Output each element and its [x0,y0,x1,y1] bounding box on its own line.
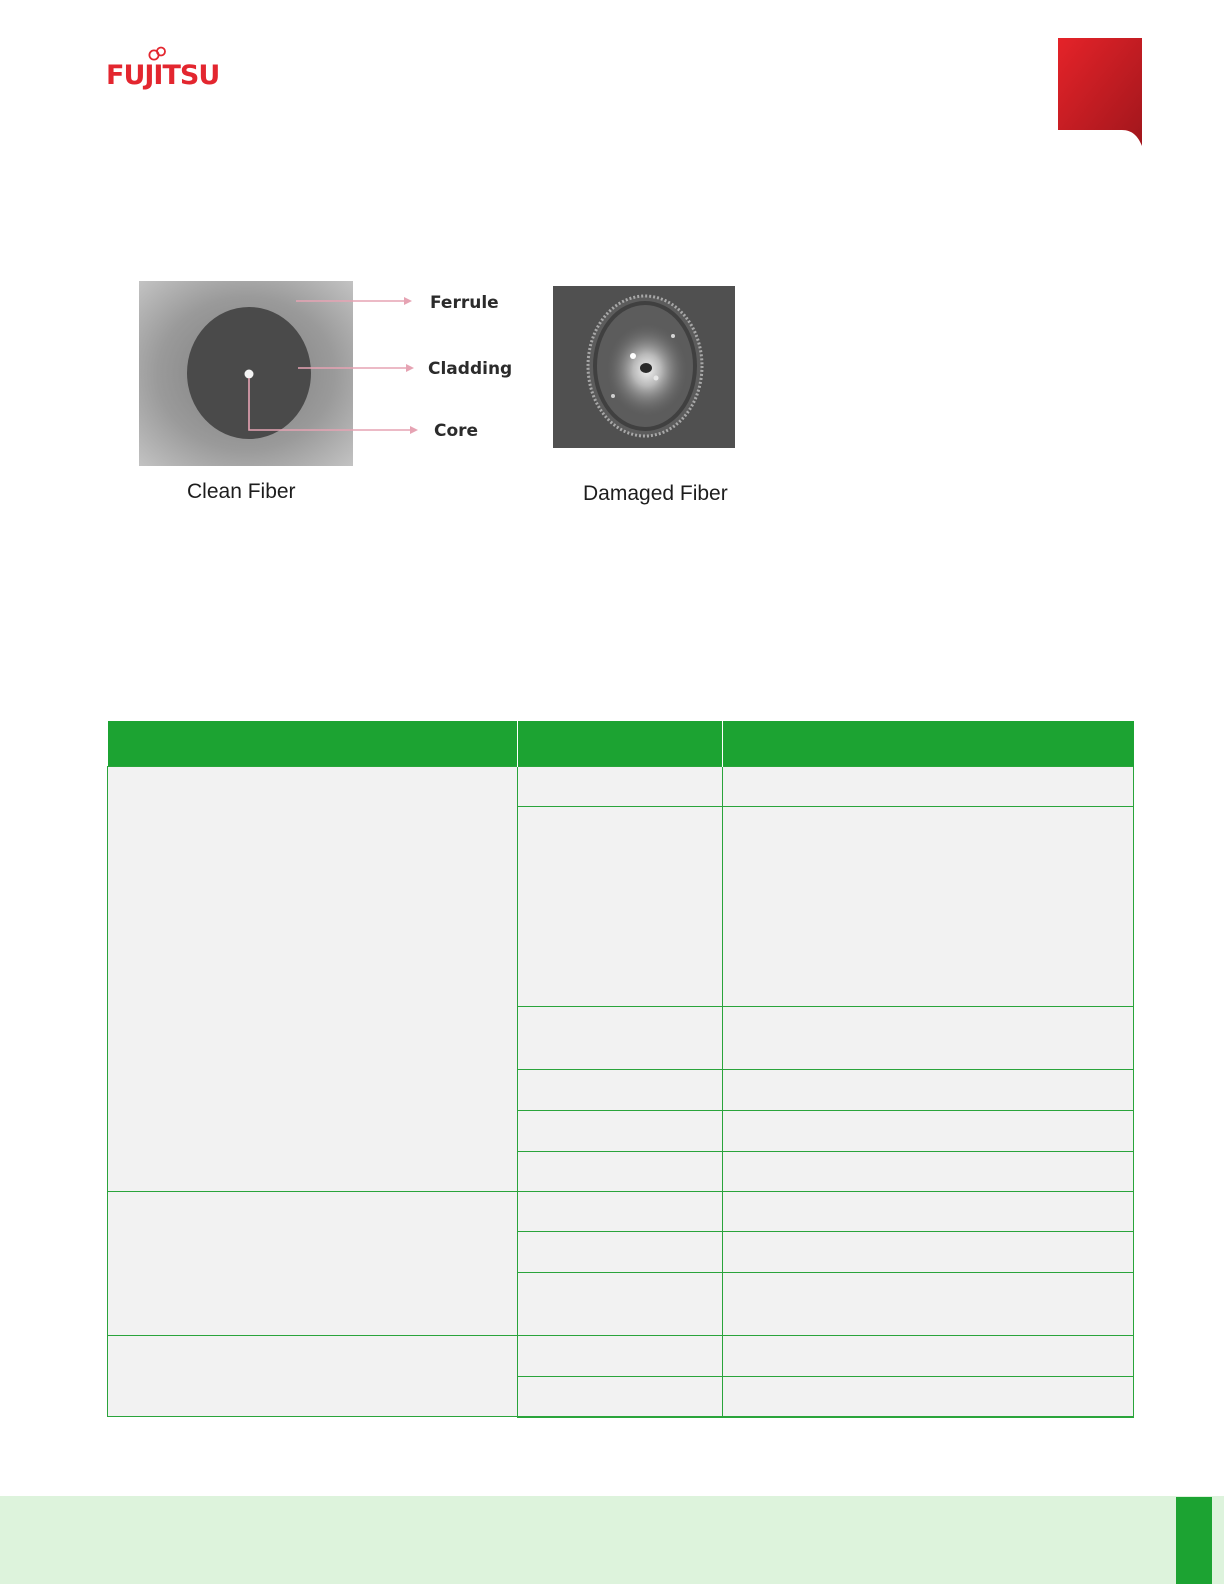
table-cell [518,1273,723,1336]
table-cell [518,1377,723,1417]
table-cell [723,1192,1134,1232]
cladding-arrow-icon [406,364,414,372]
table-cell [723,1070,1134,1111]
table-header-cell [518,721,723,767]
debris-spot [630,353,636,359]
clean-fiber-caption: Clean Fiber [187,480,296,503]
table-cell [723,1111,1134,1152]
group-label-cell [108,1336,518,1417]
ferrule-arrow-icon [404,297,412,305]
core-arrow-icon [410,426,418,434]
table-cell [518,1232,723,1273]
table-cell [518,1070,723,1111]
core-dot [245,370,254,379]
table-cell [518,767,723,807]
table-cell [723,1232,1134,1273]
group-label-cell [108,1192,518,1336]
table-cell [723,807,1134,1007]
corner-tab-decoration [1058,38,1142,146]
damaged-fiber-caption: Damaged Fiber [583,482,728,505]
footer-band [0,1496,1224,1584]
table-header-cell [723,721,1134,767]
table-cell [723,1273,1134,1336]
page-number-tab [1176,1497,1212,1584]
table-cell [723,1377,1134,1417]
table-cell [723,767,1134,807]
inspection-table [107,721,1134,1418]
table-cell [518,1111,723,1152]
table-cell [723,1336,1134,1377]
cladding-label: Cladding [428,359,513,379]
ferrule-label: Ferrule [430,293,499,313]
table-cell [518,1336,723,1377]
damaged-core-pit [640,363,652,373]
table-row [108,1192,1134,1232]
damaged-fiber-figure [553,286,735,448]
table-header-row [108,721,1134,767]
table-row [108,1336,1134,1377]
core-label: Core [434,421,479,441]
infinity-logo-icon [146,46,176,62]
group-label-cell [108,767,518,1192]
table-cell [518,1007,723,1070]
table-cell [518,1192,723,1232]
fujitsu-logo [106,46,220,98]
table-cell [723,1152,1134,1192]
table-cell [518,807,723,1007]
debris-spot [611,394,615,398]
debris-spot [654,376,659,381]
table-cell [723,1007,1134,1070]
table-cell [518,1152,723,1192]
table-header-cell [108,721,518,767]
clean-fiber-figure [138,280,518,470]
logo-text: FUJITSU [106,60,220,91]
table-row [108,767,1134,807]
debris-spot [671,334,675,338]
